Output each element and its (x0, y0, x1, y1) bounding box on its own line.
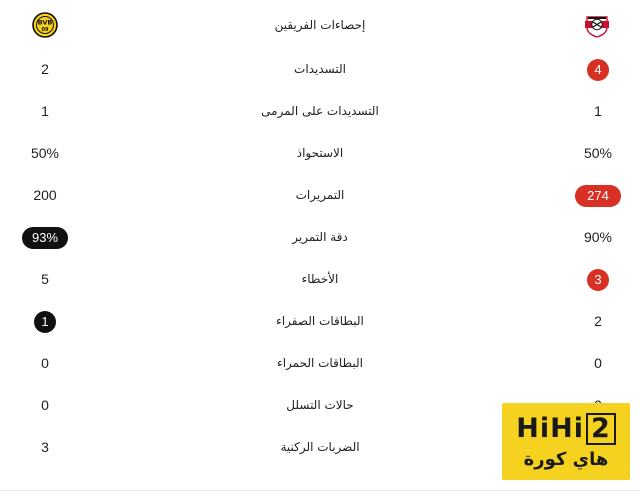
stat-label: التسديدات على المرمى (261, 104, 379, 118)
left-team-value: 50% (30, 145, 60, 161)
highlight-badge: 3 (587, 269, 609, 291)
left-team-value: 0 (41, 397, 49, 413)
highlight-badge: 274 (575, 185, 621, 207)
bvb-crest-icon[interactable] (32, 12, 58, 38)
stat-label: البطاقات الصفراء (276, 314, 364, 328)
left-team-value: 2 (41, 61, 49, 77)
stat-row (0, 306, 640, 336)
left-team-value: 200 (33, 187, 57, 203)
stats-header (0, 10, 640, 40)
right-team-value: 2 (594, 313, 602, 329)
right-team-value: 0 (594, 355, 602, 371)
stat-row (0, 264, 640, 294)
stat-label: التسديدات (294, 62, 346, 76)
right-team-value: 1 (594, 103, 602, 119)
right-team-value (568, 264, 628, 294)
svg-text:09: 09 (41, 27, 49, 33)
stats-title: إحصاءات الفريقين (274, 18, 366, 32)
stat-label: البطاقات الحمراء (277, 356, 363, 370)
svg-text:BVB: BVB (37, 18, 53, 27)
stat-label: الاستحواذ (296, 146, 344, 160)
right-team-value (568, 54, 628, 84)
left-team-value: 5 (41, 271, 49, 287)
stat-label: دقة التمرير (292, 230, 348, 244)
watermark-logo: HiHi 2 (502, 413, 630, 445)
leverkusen-crest-icon[interactable] (584, 12, 610, 38)
stat-label: الضربات الركنية (280, 440, 360, 454)
stat-row (0, 96, 640, 126)
stat-row (0, 138, 640, 168)
left-team-value (15, 222, 75, 252)
stat-row (0, 348, 640, 378)
stat-label: الأخطاء (301, 272, 339, 286)
left-team-value: 1 (41, 103, 49, 119)
highlight-badge: 4 (587, 59, 609, 81)
right-team-value: 50% (583, 145, 613, 161)
left-team-value (15, 306, 75, 336)
stat-row (0, 54, 640, 84)
stat-label: حالات التسلل (286, 398, 354, 412)
left-team-value: 0 (41, 355, 49, 371)
highlight-badge: 93% (22, 227, 68, 249)
right-team-value: 90% (583, 229, 613, 245)
left-team-value: 3 (41, 439, 49, 455)
highlight-badge: 1 (34, 311, 56, 333)
stat-row (0, 222, 640, 252)
hihi2-watermark (502, 403, 630, 480)
stat-label: التمريرات (295, 188, 345, 202)
right-team-value (568, 180, 628, 210)
watermark-subtitle: هاي كورة (523, 449, 609, 470)
stat-row (0, 180, 640, 210)
